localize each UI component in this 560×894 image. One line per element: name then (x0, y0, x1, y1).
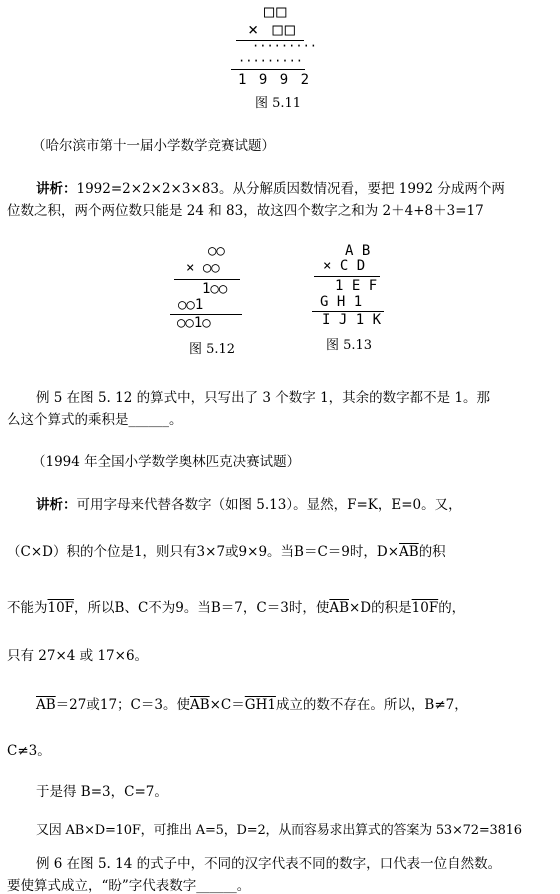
example-5-line1: 例 5 在图 5. 12 的算式中，只写出了 3 个数字 1，其余的数字都不是 1。那 (36, 390, 491, 406)
example-6-line2: 要使算式成立，“盼”字代表数字______。 (7, 878, 251, 894)
analysis-2-line7: 于是得 B=3，C=7。 (36, 784, 168, 800)
fig512-caption: 图 5.12 (189, 342, 236, 357)
fig511-row3: ········· (252, 39, 318, 53)
analysis-2-line8: 又因 AB×D=10F，可推出 A=5，D=2，从而容易求出算式的答案为 53×72=3816 (36, 823, 522, 838)
analysis-2-line1: 讲析：可用字母来代替各数字（如图 5.13）。显然，F=K，E=0。又， (36, 497, 462, 513)
fig513-row2: × C D (323, 258, 366, 274)
fig513-row5: I J 1 K (322, 312, 382, 328)
fig513-row3: 1 E F (335, 278, 378, 294)
fig511-row1: □□ (264, 2, 289, 22)
fig513-row1: A B (345, 243, 371, 259)
analysis-2-label: 讲析： (36, 497, 77, 513)
fig512-row2: × ○○ (186, 260, 220, 276)
analysis-2-line2: （C×D）积的个位是1，则只有3×7或9×9。当B＝C＝9时，$D\times\overline{AB}$的积 (7, 544, 446, 560)
fig512-row1: ○○ (208, 243, 225, 259)
analysis-2-line5: $\overline{AB}=27$或17；C＝3。使$\overline{AB}\times C=GH1$成立的数不存在。所以，B≠7， (36, 697, 468, 713)
fig512-row4: ○○1 (178, 297, 204, 313)
analysis-2-line4: 只有 27×4 或 17×6。 (7, 648, 149, 664)
analysis-1-label: 讲析： (36, 181, 77, 197)
fig511-row5: 1 9 9 2 (238, 72, 312, 88)
fig513-rule1 (314, 276, 380, 277)
fig513-caption: 图 5.13 (326, 338, 373, 353)
source-1: （哈尔滨市第十一届小学数学竞赛试题） (32, 138, 275, 154)
fig511-row2: × □□ (248, 20, 297, 40)
analysis-2-line3: 不能为10F，所以B、C不为9。当B＝7，C＝3时，使$\overline{AB}\times D$的积是10F的， (7, 600, 466, 616)
fig512-row5: ○○1○ (177, 315, 211, 331)
example-5-line2: 么这个算式的乘积是______。 (7, 412, 183, 428)
source-2: （1994 年全国小学数学奥林匹克决赛试题） (32, 454, 301, 470)
analysis-1-line1: 讲析：1992=2×2×2×3×83。从分解质因数情况看，要把 1992 分成两个两 (36, 181, 505, 197)
fig513-row4: G H 1 (320, 294, 363, 310)
fig511-caption: 图 5.11 (255, 96, 302, 111)
fig511-row4: ········· (238, 54, 304, 68)
fig511-rule2 (231, 69, 305, 70)
example-6-line1: 例 6 在图 5. 14 的式子中，不同的汉字代表不同的数字，口代表一位自然数。 (36, 856, 502, 872)
fig512-rule1 (174, 279, 240, 280)
fig512-row3: 1○○ (202, 281, 228, 297)
analysis-2-line6: C≠3。 (7, 743, 51, 759)
analysis-1-line2: 位数之积，两个两位数只能是 24 和 83，故这四个数字之和为 2＋4+8＋3=17 (7, 203, 484, 219)
